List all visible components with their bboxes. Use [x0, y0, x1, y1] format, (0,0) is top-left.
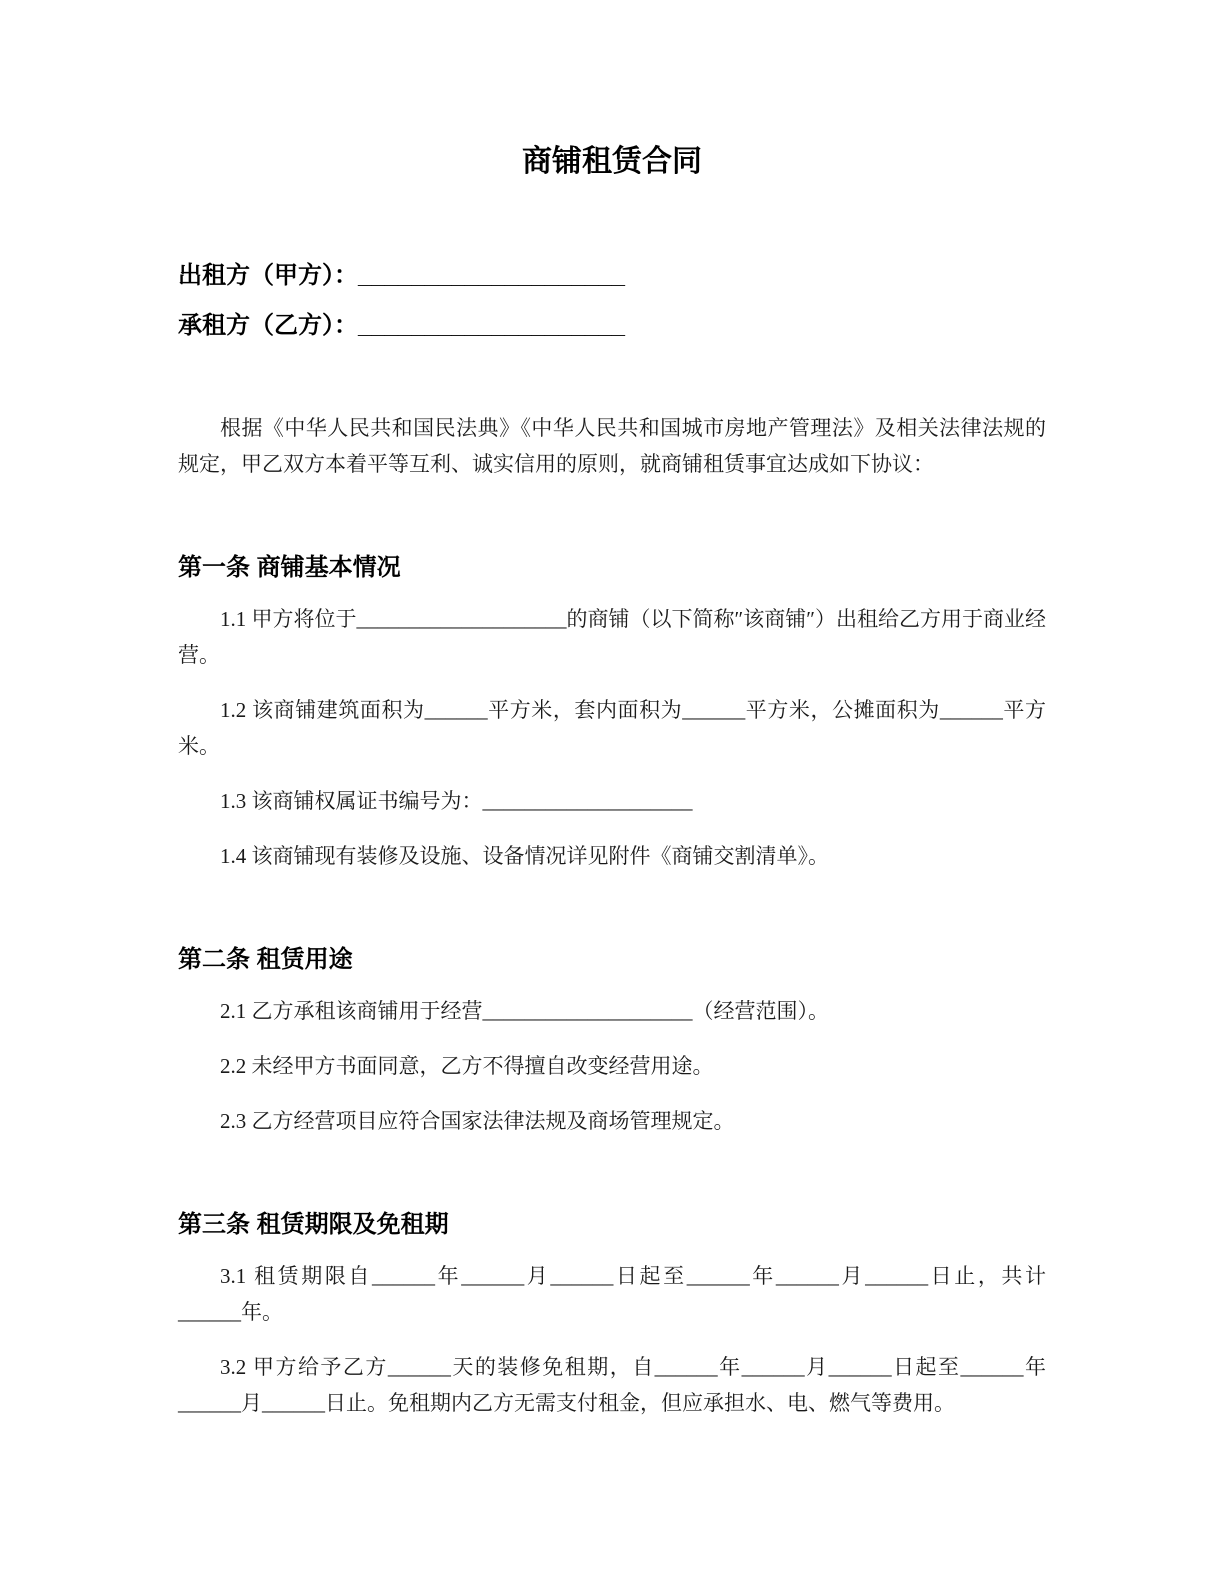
lessor-line — [178, 255, 1046, 297]
party-block — [178, 255, 1046, 347]
clause-1-4: 1.4 该商铺现有装修及设施、设备情况详见附件《商铺交割清单》。 — [220, 844, 829, 868]
clause-3-2: 3.2 甲方给予乙方______天的装修免租期，自______年______月______日起至______年______月______日止。免租期内乙方无需支付租金，但应承担水、电、燃气等费用。 — [178, 1355, 1046, 1415]
lessor-blank-field: ____________________ — [358, 262, 625, 289]
lessee-line — [178, 305, 1046, 347]
lessee-label: 承租方（乙方）： — [178, 312, 358, 339]
clause-3-1: 3.1 租赁期限自______年______月______日起至______年______月______日止，共计______年。 — [178, 1264, 1046, 1324]
section-1-heading: 第一条 商铺基本情况 — [178, 554, 401, 581]
clause-1-1: 1.1 甲方将位于____________________的商铺（以下简称″该商铺″）出租给乙方用于商业经营。 — [178, 607, 1046, 667]
section-lease-purpose — [178, 942, 1046, 1139]
clause-2-3: 2.3 乙方经营项目应符合国家法律法规及商场管理规定。 — [220, 1109, 735, 1133]
document-title: 商铺租赁合同 — [522, 145, 702, 178]
lessee-blank-field: ____________________ — [358, 312, 625, 339]
clause-1-3: 1.3 该商铺权属证书编号为：____________________ — [220, 789, 693, 813]
lessor-label: 出租方（甲方）： — [178, 262, 358, 289]
clause-2-2: 2.2 未经甲方书面同意，乙方不得擅自改变经营用途。 — [220, 1054, 714, 1078]
section-2-heading: 第二条 租赁用途 — [178, 946, 353, 973]
section-shop-basic-info — [178, 550, 1046, 874]
section-3-heading: 第三条 租赁期限及免租期 — [178, 1211, 449, 1238]
clause-2-1: 2.1 乙方承租该商铺用于经营____________________（经营范围）。 — [220, 999, 829, 1023]
preamble-paragraph: 根据《中华人民共和国民法典》《中华人民共和国城市房地产管理法》及相关法律法规的规定，甲乙双方本着平等互利、诚实信用的原则，就商铺租赁事宜达成如下协议： — [178, 416, 1046, 476]
clause-1-2: 1.2 该商铺建筑面积为______平方米，套内面积为______平方米，公摊面积为______平方米。 — [178, 698, 1046, 758]
section-lease-term — [178, 1207, 1046, 1421]
